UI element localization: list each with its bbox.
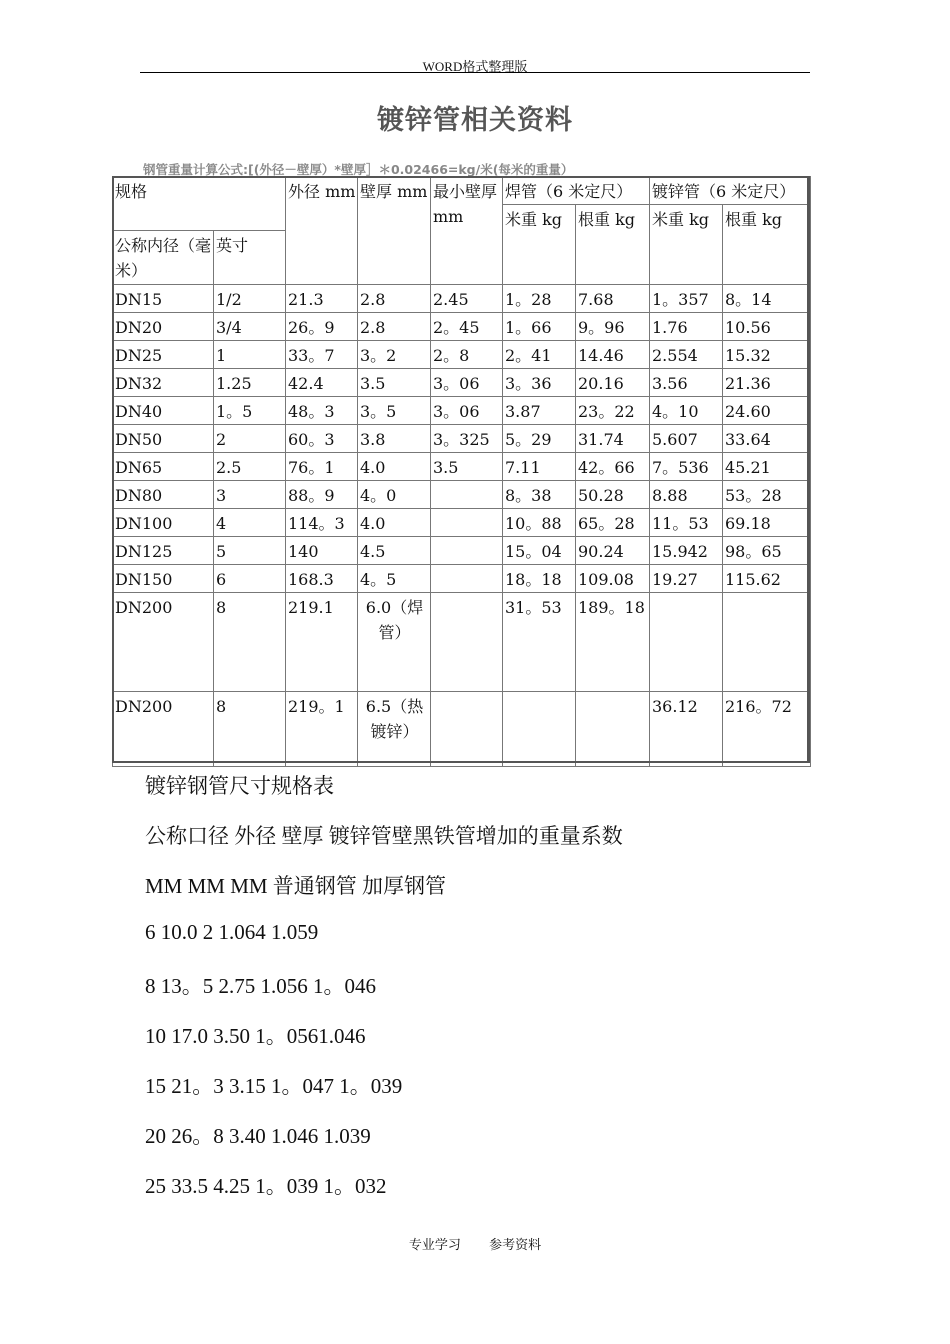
cell-inch: 1/2 — [214, 285, 286, 313]
cell-inch: 1。5 — [214, 397, 286, 425]
cell-welded-root: 65。28 — [576, 509, 650, 537]
cell-galv-meter: 1.76 — [650, 313, 723, 341]
cell-nominal: DN200 — [113, 692, 214, 767]
cell-welded-meter: 1。28 — [503, 285, 576, 313]
cell-nominal: DN200 — [113, 593, 214, 692]
cell-welded-root: 20.16 — [576, 369, 650, 397]
cell-min-wall: 2。45 — [431, 313, 503, 341]
cell-galv-root: 15.32 — [723, 341, 811, 369]
cell-inch: 3/4 — [214, 313, 286, 341]
cell-welded-root: 189。18 — [576, 593, 650, 692]
cell-welded-meter: 3.87 — [503, 397, 576, 425]
table-header-row — [113, 177, 811, 205]
cell-galv-meter: 4。10 — [650, 397, 723, 425]
cell-welded-root: 7.68 — [576, 285, 650, 313]
document-title: 镀锌管相关资料 — [377, 105, 573, 136]
cell-od: 60。3 — [286, 425, 358, 453]
cell-welded-root — [576, 692, 650, 767]
cell-galv-root: 115.62 — [723, 565, 811, 593]
cell-min-wall: 2。8 — [431, 341, 503, 369]
cell-inch: 6 — [214, 565, 286, 593]
cell-galv-meter: 7。536 — [650, 453, 723, 481]
cell-wall: 6.0（焊管） — [358, 593, 431, 692]
table-row — [113, 369, 811, 397]
cell-od: 48。3 — [286, 397, 358, 425]
text-line: 25 33.5 4.25 1。039 1。032 — [145, 1174, 387, 1198]
cell-galv-meter: 5.607 — [650, 425, 723, 453]
cell-galv-meter: 8.88 — [650, 481, 723, 509]
table-row — [113, 565, 811, 593]
text-line: 8 13。5 2.75 1.056 1。046 — [145, 974, 376, 998]
cell-galv-root: 21.36 — [723, 369, 811, 397]
cell-welded-root: 14.46 — [576, 341, 650, 369]
header-min-wall: 最小壁厚 mm — [431, 177, 503, 285]
table-row — [113, 537, 811, 565]
cell-min-wall: 2.45 — [431, 285, 503, 313]
cell-min-wall: 3。06 — [431, 397, 503, 425]
cell-nominal: DN50 — [113, 425, 214, 453]
cell-wall: 4.5 — [358, 537, 431, 565]
weight-formula: 钢管重量计算公式:[(外径－壁厚）*壁厚］＊0.02466=kg/米(每米的重量） — [143, 162, 574, 177]
cell-od: 26。9 — [286, 313, 358, 341]
cell-galv-root: 53。28 — [723, 481, 811, 509]
cell-inch: 1 — [214, 341, 286, 369]
cell-wall: 3.5 — [358, 369, 431, 397]
cell-min-wall — [431, 537, 503, 565]
cell-inch: 1.25 — [214, 369, 286, 397]
cell-nominal: DN15 — [113, 285, 214, 313]
cell-galv-meter: 1。357 — [650, 285, 723, 313]
cell-od: 33。7 — [286, 341, 358, 369]
page-footer — [0, 1234, 950, 1253]
cell-wall: 4。5 — [358, 565, 431, 593]
text-line: 10 17.0 3.50 1。0561.046 — [145, 1024, 366, 1048]
cell-od: 114。3 — [286, 509, 358, 537]
header-welded-root-weight: 根重 kg — [576, 205, 650, 285]
header-welded: 焊管（6 米定尺） — [503, 177, 650, 205]
cell-od: 21.3 — [286, 285, 358, 313]
cell-min-wall — [431, 593, 503, 692]
cell-galv-root: 24.60 — [723, 397, 811, 425]
cell-min-wall — [431, 565, 503, 593]
header-inch: 英寸 — [214, 231, 286, 285]
cell-nominal: DN65 — [113, 453, 214, 481]
cell-galv-meter — [650, 593, 723, 692]
cell-galv-meter: 2.554 — [650, 341, 723, 369]
header-spec: 规格 — [113, 177, 286, 231]
table-row-dn200-welded — [113, 593, 811, 692]
header-od: 外径 mm — [286, 177, 358, 285]
cell-wall: 3。5 — [358, 397, 431, 425]
cell-galv-root: 216。72 — [723, 692, 811, 767]
cell-welded-meter: 15。04 — [503, 537, 576, 565]
footer-left: 专业学习 — [408, 1238, 461, 1253]
cell-od: 76。1 — [286, 453, 358, 481]
cell-wall: 4.0 — [358, 509, 431, 537]
cell-nominal: DN80 — [113, 481, 214, 509]
header-galvanized: 镀锌管（6 米定尺） — [650, 177, 811, 205]
text-line: 20 26。8 3.40 1.046 1.039 — [145, 1124, 371, 1148]
cell-wall: 3.8 — [358, 425, 431, 453]
header-rule — [140, 72, 810, 73]
cell-min-wall: 3。325 — [431, 425, 503, 453]
table-row — [113, 341, 811, 369]
cell-welded-meter: 5。29 — [503, 425, 576, 453]
table-row — [113, 453, 811, 481]
cell-nominal: DN150 — [113, 565, 214, 593]
cell-nominal: DN40 — [113, 397, 214, 425]
cell-min-wall — [431, 481, 503, 509]
table-row — [113, 425, 811, 453]
text-line: 公称口径 外径 壁厚 镀锌管壁黑铁管增加的重量系数 — [145, 824, 623, 848]
cell-min-wall — [431, 509, 503, 537]
cell-galv-meter: 3.56 — [650, 369, 723, 397]
cell-od: 42.4 — [286, 369, 358, 397]
cell-min-wall: 3.5 — [431, 453, 503, 481]
cell-inch: 2.5 — [214, 453, 286, 481]
cell-galv-meter: 15.942 — [650, 537, 723, 565]
cell-inch: 4 — [214, 509, 286, 537]
cell-inch: 8 — [214, 692, 286, 767]
cell-welded-meter: 7.11 — [503, 453, 576, 481]
cell-welded-root: 90.24 — [576, 537, 650, 565]
cell-galv-root: 98。65 — [723, 537, 811, 565]
text-line: 镀锌钢管尺寸规格表 — [145, 774, 334, 798]
cell-inch: 3 — [214, 481, 286, 509]
cell-nominal: DN100 — [113, 509, 214, 537]
cell-od: 219。1 — [286, 692, 358, 767]
cell-nominal: DN125 — [113, 537, 214, 565]
cell-welded-meter: 18。18 — [503, 565, 576, 593]
cell-galv-root: 45.21 — [723, 453, 811, 481]
cell-inch: 8 — [214, 593, 286, 692]
header-galv-meter-weight: 米重 kg — [650, 205, 723, 285]
cell-nominal: DN25 — [113, 341, 214, 369]
cell-welded-root: 50.28 — [576, 481, 650, 509]
cell-galv-meter: 11。53 — [650, 509, 723, 537]
cell-wall: 4.0 — [358, 453, 431, 481]
text-line: MM MM MM 普通钢管 加厚钢管 — [145, 874, 447, 898]
cell-galv-root — [723, 593, 811, 692]
cell-galv-root: 8。14 — [723, 285, 811, 313]
cell-od: 219.1 — [286, 593, 358, 692]
cell-welded-root: 31.74 — [576, 425, 650, 453]
cell-wall: 3。2 — [358, 341, 431, 369]
header-nominal-diameter: 公称内径（毫米） — [113, 231, 214, 285]
cell-min-wall — [431, 692, 503, 767]
cell-inch: 2 — [214, 425, 286, 453]
cell-galv-root: 10.56 — [723, 313, 811, 341]
cell-nominal: DN20 — [113, 313, 214, 341]
cell-welded-meter — [503, 692, 576, 767]
text-line: 6 10.0 2 1.064 1.059 — [145, 920, 319, 944]
cell-od: 88。9 — [286, 481, 358, 509]
cell-od: 140 — [286, 537, 358, 565]
table-row — [113, 285, 811, 313]
footer-right: 参考资料 — [489, 1238, 542, 1253]
page-header: WORD格式整理版 — [422, 59, 528, 74]
cell-welded-meter: 1。66 — [503, 313, 576, 341]
cell-welded-meter: 3。36 — [503, 369, 576, 397]
cell-welded-root: 9。96 — [576, 313, 650, 341]
cell-wall: 4。0 — [358, 481, 431, 509]
cell-galv-meter: 19.27 — [650, 565, 723, 593]
header-galv-root-weight: 根重 kg — [723, 205, 811, 285]
cell-galv-root: 33.64 — [723, 425, 811, 453]
cell-min-wall: 3。06 — [431, 369, 503, 397]
table-row-dn200-galvanized — [113, 692, 811, 767]
table-row — [113, 397, 811, 425]
cell-wall: 2.8 — [358, 285, 431, 313]
table-row — [113, 481, 811, 509]
cell-inch: 5 — [214, 537, 286, 565]
cell-galv-meter: 36.12 — [650, 692, 723, 767]
cell-welded-meter: 8。38 — [503, 481, 576, 509]
cell-welded-meter: 10。88 — [503, 509, 576, 537]
cell-galv-root: 69.18 — [723, 509, 811, 537]
header-welded-meter-weight: 米重 kg — [503, 205, 576, 285]
cell-welded-root: 42。66 — [576, 453, 650, 481]
text-line: 15 21。3 3.15 1。047 1。039 — [145, 1074, 403, 1098]
cell-od: 168.3 — [286, 565, 358, 593]
cell-welded-meter: 31。53 — [503, 593, 576, 692]
cell-wall: 6.5（热镀锌） — [358, 692, 431, 767]
galvanized-pipe-spec-table — [112, 176, 811, 767]
header-wall: 壁厚 mm — [358, 177, 431, 285]
cell-welded-root: 109.08 — [576, 565, 650, 593]
table-row — [113, 509, 811, 537]
cell-welded-meter: 2。41 — [503, 341, 576, 369]
cell-wall: 2.8 — [358, 313, 431, 341]
table-row — [113, 313, 811, 341]
cell-nominal: DN32 — [113, 369, 214, 397]
cell-welded-root: 23。22 — [576, 397, 650, 425]
